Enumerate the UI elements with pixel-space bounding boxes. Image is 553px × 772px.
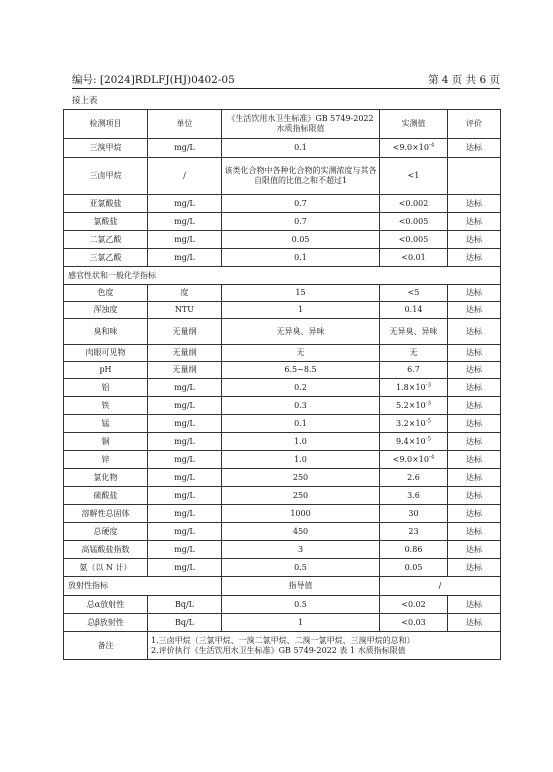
column-header-evaluation: 评价 — [448, 110, 501, 139]
unit-cell: mg/L — [148, 415, 222, 433]
evaluation-cell: 达标 — [448, 397, 501, 415]
table-header-row — [64, 110, 501, 139]
table-row — [64, 433, 501, 451]
evaluation-cell: 达标 — [448, 505, 501, 523]
item-cell: 铝 — [64, 379, 148, 397]
measured-value: 5.2×10 — [396, 400, 426, 410]
table-row — [64, 541, 501, 559]
limit-cell: 250 — [222, 469, 380, 487]
limit-cell: 0.5 — [222, 559, 380, 577]
table-row — [64, 379, 501, 397]
limit-cell: 0.1 — [222, 249, 380, 267]
item-cell: 三溴甲烷 — [64, 139, 148, 158]
table-row — [64, 614, 501, 632]
measured-cell — [380, 415, 448, 433]
measured-cell — [380, 231, 448, 249]
measured-value: 3.2×10 — [396, 418, 426, 428]
evaluation-cell: 达标 — [448, 614, 501, 632]
evaluation-cell: 达标 — [448, 541, 501, 559]
item-cell: 铜 — [64, 433, 148, 451]
item-cell: 高锰酸盐指数 — [64, 541, 148, 559]
limit-cell: 0.05 — [222, 231, 380, 249]
evaluation-cell: 达标 — [448, 249, 501, 267]
evaluation-cell: 达标 — [448, 415, 501, 433]
slash-cell: / — [380, 577, 501, 596]
unit-cell: mg/L — [148, 559, 222, 577]
limit-cell: 0.7 — [222, 195, 380, 213]
evaluation-cell: 达标 — [448, 523, 501, 541]
item-cell: pH — [64, 362, 148, 379]
measured-cell — [380, 249, 448, 267]
evaluation-cell: 达标 — [448, 379, 501, 397]
document-number: 编号: [2024]RDLFJ(HJ)0402-05 — [72, 74, 235, 86]
remarks-label: 备注 — [64, 632, 148, 660]
measured-exponent: -5 — [425, 435, 431, 442]
limit-cell: 0.3 — [222, 397, 380, 415]
table-row — [64, 213, 501, 231]
item-cell: 锰 — [64, 415, 148, 433]
measured-cell — [380, 469, 448, 487]
table-row — [64, 302, 501, 319]
unit-cell: Bq/L — [148, 596, 222, 614]
limit-cell: 1.0 — [222, 433, 380, 451]
limit-cell: 1000 — [222, 505, 380, 523]
table-row — [64, 596, 501, 614]
measured-cell — [380, 213, 448, 231]
measured-value: <9.0×10 — [392, 454, 429, 464]
section-title: 感官性状和一般化学指标 — [64, 267, 501, 285]
water-quality-table — [63, 109, 501, 660]
evaluation-cell: 达标 — [448, 319, 501, 345]
unit-cell: 无量纲 — [148, 319, 222, 345]
measured-cell — [380, 345, 448, 362]
unit-cell: mg/L — [148, 451, 222, 469]
table-row — [64, 362, 501, 379]
measured-value: <1 — [407, 171, 420, 180]
item-cell: 锌 — [64, 451, 148, 469]
column-header-limit: 《生活饮用水卫生标准》GB 5749-2022 水质指标限值 — [222, 110, 380, 139]
measured-value: <0.002 — [398, 198, 429, 208]
table-row — [64, 139, 501, 158]
item-cell: 氨（以 N 计） — [64, 559, 148, 577]
evaluation-cell: 达标 — [448, 487, 501, 505]
measured-value: 无异臭、异味 — [389, 326, 438, 336]
table-row — [64, 319, 501, 345]
evaluation-cell: 达标 — [448, 433, 501, 451]
unit-cell: mg/L — [148, 541, 222, 559]
item-cell: 硫酸盐 — [64, 487, 148, 505]
measured-value: <0.02 — [401, 599, 426, 609]
unit-cell: NTU — [148, 302, 222, 319]
measured-cell — [380, 505, 448, 523]
continued-label: 接上表 — [72, 96, 98, 106]
measured-cell — [380, 523, 448, 541]
item-cell: 亚氯酸盐 — [64, 195, 148, 213]
limit-cell: 0.5 — [222, 596, 380, 614]
limit-cell: 该类化合物中各种化合物的实测浓度与其各自限值的比值之和不超过1 — [222, 158, 380, 195]
unit-cell: mg/L — [148, 231, 222, 249]
unit-cell: 度 — [148, 285, 222, 302]
item-cell: 臭和味 — [64, 319, 148, 345]
unit-cell: 无量纲 — [148, 362, 222, 379]
measured-value: 3.6 — [407, 490, 420, 500]
item-cell: 三卤甲烷 — [64, 158, 148, 195]
limit-cell: 0.1 — [222, 415, 380, 433]
table-row — [64, 523, 501, 541]
measured-value: 30 — [408, 508, 419, 518]
table-row — [64, 487, 501, 505]
measured-value: 0.14 — [404, 305, 423, 314]
limit-cell: 15 — [222, 285, 380, 302]
section-row-sensory — [64, 267, 501, 285]
measured-cell — [380, 397, 448, 415]
remarks-content — [148, 632, 501, 660]
evaluation-cell: 达标 — [448, 451, 501, 469]
table-row — [64, 231, 501, 249]
evaluation-cell: 达标 — [448, 302, 501, 319]
item-cell: 总α放射性 — [64, 596, 148, 614]
limit-cell: 3 — [222, 541, 380, 559]
item-cell: 氯酸盐 — [64, 213, 148, 231]
limit-cell: 0.2 — [222, 379, 380, 397]
measured-cell — [380, 559, 448, 577]
limit-cell: 1 — [222, 302, 380, 319]
table-row — [64, 469, 501, 487]
evaluation-cell: 达标 — [448, 469, 501, 487]
evaluation-cell: 达标 — [448, 596, 501, 614]
item-cell: 二氯乙酸 — [64, 231, 148, 249]
table-row — [64, 415, 501, 433]
limit-cell: 250 — [222, 487, 380, 505]
table-row — [64, 559, 501, 577]
measured-value: <0.01 — [401, 252, 426, 262]
section-title: 放射性指标 — [64, 577, 222, 596]
evaluation-cell: 达标 — [448, 559, 501, 577]
table-row — [64, 195, 501, 213]
item-cell: 铁 — [64, 397, 148, 415]
table-row — [64, 505, 501, 523]
measured-cell — [380, 379, 448, 397]
measured-exponent: -3 — [425, 381, 431, 388]
limit-cell: 1 — [222, 614, 380, 632]
measured-value: 0.05 — [404, 562, 423, 572]
measured-cell — [380, 139, 448, 158]
unit-cell: mg/L — [148, 433, 222, 451]
measured-value: <0.005 — [398, 216, 429, 226]
measured-exponent: -4 — [428, 453, 435, 460]
measured-value: <9.0×10 — [392, 143, 429, 152]
measured-cell — [380, 302, 448, 319]
unit-cell: mg/L — [148, 505, 222, 523]
item-cell: 总β放射性 — [64, 614, 148, 632]
evaluation-cell: 达标 — [448, 139, 501, 158]
measured-value: 0.86 — [404, 544, 423, 554]
evaluation-cell: 达标 — [448, 231, 501, 249]
measured-exponent: -5 — [425, 417, 431, 424]
table-row — [64, 345, 501, 362]
table-row — [64, 285, 501, 302]
limit-cell: 无 — [222, 345, 380, 362]
limit-cell: 无异臭、异味 — [222, 319, 380, 345]
remarks-line: 1.三卤甲烷（三氯甲烷、一溴二氯甲烷、二溴一氯甲烷、三溴甲烷的总和） — [151, 635, 415, 645]
item-cell: 三氯乙酸 — [64, 249, 148, 267]
item-cell: 总硬度 — [64, 523, 148, 541]
remarks-row — [64, 632, 501, 660]
evaluation-cell: 达标 — [448, 362, 501, 379]
measured-value: 2.6 — [407, 472, 420, 482]
measured-cell — [380, 195, 448, 213]
item-cell: 氯化物 — [64, 469, 148, 487]
measured-value: 1.8×10 — [396, 382, 426, 392]
unit-cell: / — [148, 158, 222, 195]
measured-cell — [380, 158, 448, 195]
unit-cell: mg/L — [148, 249, 222, 267]
measured-cell — [380, 362, 448, 379]
limit-cell: 0.7 — [222, 213, 380, 231]
item-cell: 色度 — [64, 285, 148, 302]
table-row — [64, 158, 501, 195]
measured-value: 23 — [408, 526, 419, 536]
limit-cell: 0.1 — [222, 139, 380, 158]
measured-cell — [380, 487, 448, 505]
column-header-item: 检测项目 — [64, 110, 148, 139]
measured-value: <0.03 — [401, 617, 426, 627]
item-cell: 肉眼可见物 — [64, 345, 148, 362]
limit-cell: 6.5~8.5 — [222, 362, 380, 379]
table-row — [64, 397, 501, 415]
evaluation-cell: 达标 — [448, 345, 501, 362]
measured-cell — [380, 319, 448, 345]
measured-value: <5 — [407, 288, 420, 297]
unit-cell: Bq/L — [148, 614, 222, 632]
measured-cell — [380, 596, 448, 614]
measured-cell — [380, 451, 448, 469]
column-header-unit: 单位 — [148, 110, 222, 139]
unit-cell: mg/L — [148, 195, 222, 213]
item-cell: 浑浊度 — [64, 302, 148, 319]
evaluation-cell: 达标 — [448, 213, 501, 231]
remarks-line: 2.评价执行《生活饮用水卫生标准》GB 5749-2022 表 1 水质指标限值 — [151, 645, 406, 655]
measured-cell — [380, 541, 448, 559]
column-header-measured: 实测值 — [380, 110, 448, 139]
guide-value-header: 指导值 — [222, 577, 380, 596]
measured-value: 9.4×10 — [396, 436, 426, 446]
measured-value: 6.7 — [407, 365, 420, 374]
section-row-radioactivity — [64, 577, 501, 596]
page-header — [72, 72, 500, 89]
table-row — [64, 451, 501, 469]
unit-cell: mg/L — [148, 213, 222, 231]
measured-cell — [380, 285, 448, 302]
measured-exponent: -3 — [425, 399, 431, 406]
unit-cell: 无量纲 — [148, 345, 222, 362]
limit-cell: 1.0 — [222, 451, 380, 469]
item-cell: 溶解性总固体 — [64, 505, 148, 523]
evaluation-cell: 达标 — [448, 285, 501, 302]
measured-exponent: -4 — [428, 142, 435, 149]
unit-cell: mg/L — [148, 487, 222, 505]
unit-cell: mg/L — [148, 139, 222, 158]
unit-cell: mg/L — [148, 379, 222, 397]
measured-cell — [380, 433, 448, 451]
evaluation-cell — [448, 158, 501, 195]
unit-cell: mg/L — [148, 469, 222, 487]
unit-cell: mg/L — [148, 523, 222, 541]
evaluation-cell: 达标 — [448, 195, 501, 213]
measured-value: 无 — [409, 348, 418, 357]
measured-value: <0.005 — [398, 234, 429, 244]
measured-cell — [380, 614, 448, 632]
unit-cell: mg/L — [148, 397, 222, 415]
table-row — [64, 249, 501, 267]
page-number: 第 4 页 共 6 页 — [427, 74, 500, 86]
limit-cell: 450 — [222, 523, 380, 541]
